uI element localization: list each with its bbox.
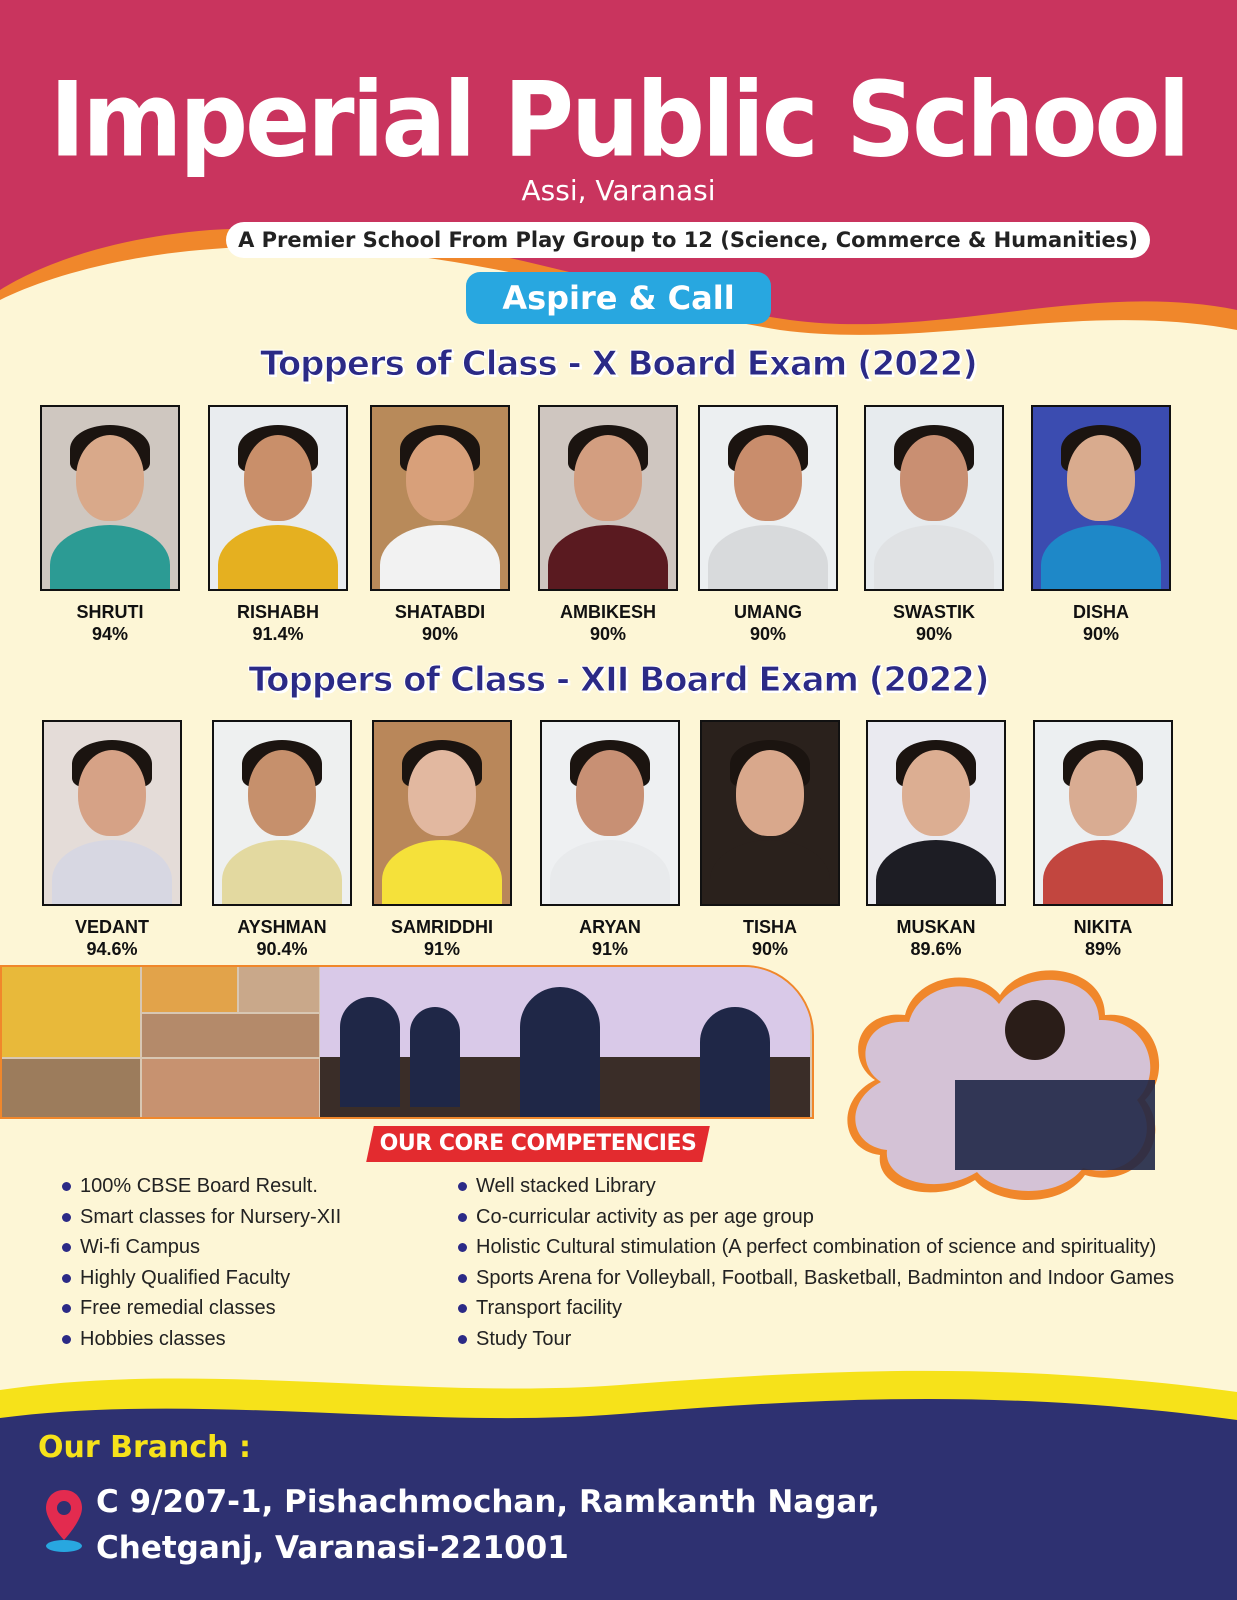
topper-card: [700, 720, 840, 960]
student-photo: [370, 405, 510, 591]
student-photo: [208, 405, 348, 591]
student-name: SHATABDI: [394, 602, 486, 622]
student-name: SAMRIDDHI: [391, 917, 493, 937]
student-photo: [864, 405, 1004, 591]
topper-card: [866, 720, 1006, 960]
topper-card: [1031, 405, 1171, 645]
student-score: 90%: [589, 624, 627, 644]
photo-kids-3: [2, 1059, 140, 1117]
student-name: MUSKAN: [896, 917, 976, 937]
competencies-list-right: [458, 1171, 1174, 1355]
student-name: DISHA: [1072, 602, 1129, 622]
student-photo: [540, 720, 680, 906]
student-score: 90.4%: [256, 939, 308, 959]
student-photo: [700, 720, 840, 906]
competency-item: Sports Arena for Volleyball, Football, Basketball, Badminton and Indoor Games: [458, 1263, 1174, 1294]
class-xii-toppers: [0, 720, 1237, 970]
student-name: AYSHMAN: [237, 917, 327, 937]
photo-kids-4: [142, 1059, 319, 1117]
branch-label: Our Branch :: [38, 1430, 251, 1465]
student-name: ARYAN: [579, 917, 641, 937]
class-x-title: Toppers of Class - X Board Exam (2022): [260, 344, 977, 384]
student-score: 94.6%: [86, 939, 138, 959]
competency-item: Hobbies classes: [62, 1324, 341, 1355]
topper-card: [40, 405, 180, 645]
student-score: 90%: [1082, 624, 1120, 644]
student-name: VEDANT: [74, 917, 149, 937]
competency-item: Highly Qualified Faculty: [62, 1263, 341, 1294]
student-photo: [1031, 405, 1171, 591]
student-photo: [40, 405, 180, 591]
core-competencies-title: OUR CORE COMPETENCIES: [379, 1131, 697, 1156]
student-photo: [212, 720, 352, 906]
student-score: 91%: [423, 939, 461, 959]
photo-water-play: [142, 1014, 319, 1057]
student-name: SHRUTI: [76, 602, 144, 622]
photo-kids-2: [239, 967, 319, 1012]
aspire-call-button[interactable]: Aspire & Call: [466, 272, 771, 324]
competency-item: Well stacked Library: [458, 1171, 1174, 1202]
photo-play-area: [2, 967, 140, 1057]
student-photo: [42, 720, 182, 906]
student-name: UMANG: [734, 602, 802, 622]
student-name: SWASTIK: [892, 602, 975, 622]
student-score: 90%: [749, 624, 787, 644]
student-score: 90%: [915, 624, 953, 644]
topper-card: [540, 720, 680, 960]
competency-item: Study Tour: [458, 1324, 1174, 1355]
competencies-list-left: [62, 1171, 341, 1355]
student-photo: [698, 405, 838, 591]
student-name: TISHA: [743, 917, 797, 937]
photo-science-lab: [320, 967, 810, 1117]
topper-card: [208, 405, 348, 645]
school-location: Assi, Varanasi: [521, 174, 716, 207]
topper-card: [370, 405, 510, 645]
competency-item: 100% CBSE Board Result.: [62, 1171, 341, 1202]
student-photo: [372, 720, 512, 906]
student-score: 90%: [421, 624, 459, 644]
competency-item: Holistic Cultural stimulation (A perfect combination of science and spirituality): [458, 1232, 1174, 1263]
lab-cloud-photo: [835, 960, 1175, 1205]
student-photo: [538, 405, 678, 591]
tagline: A Premier School From Play Group to 12 (Science, Commerce & Humanities): [226, 222, 1150, 258]
student-score: 91.4%: [252, 624, 304, 644]
competency-item: Co-curricular activity as per age group: [458, 1202, 1174, 1233]
topper-card: [864, 405, 1004, 645]
topper-card: [212, 720, 352, 960]
topper-card: [372, 720, 512, 960]
student-name: AMBIKESH: [559, 602, 656, 622]
competency-item: Smart classes for Nursery-XII: [62, 1202, 341, 1233]
student-score: 91%: [591, 939, 629, 959]
class-x-toppers: [0, 405, 1237, 655]
competency-item: Wi-fi Campus: [62, 1232, 341, 1263]
student-photo: [866, 720, 1006, 906]
competency-item: Transport facility: [458, 1293, 1174, 1324]
student-score: 89%: [1084, 939, 1122, 959]
competency-item: Free remedial classes: [62, 1293, 341, 1324]
photo-kids-1: [142, 967, 237, 1012]
location-pin-icon: [44, 1488, 84, 1554]
branch-address-line2: Chetganj, Varanasi-221001: [96, 1530, 569, 1566]
topper-card: [698, 405, 838, 645]
topper-card: [1033, 720, 1173, 960]
student-score: 89.6%: [910, 939, 962, 959]
class-xii-title: Toppers of Class - XII Board Exam (2022): [248, 660, 989, 700]
topper-card: [42, 720, 182, 960]
student-name: NIKITA: [1073, 917, 1133, 937]
student-photo: [1033, 720, 1173, 906]
student-score: 94%: [91, 624, 129, 644]
activity-gallery: [0, 965, 814, 1119]
topper-card: [538, 405, 678, 645]
school-name: Imperial Public School: [49, 59, 1188, 181]
student-score: 90%: [751, 939, 789, 959]
student-name: RISHABH: [236, 602, 319, 622]
branch-address-line1: C 9/207-1, Pishachmochan, Ramkanth Nagar,: [96, 1484, 880, 1520]
